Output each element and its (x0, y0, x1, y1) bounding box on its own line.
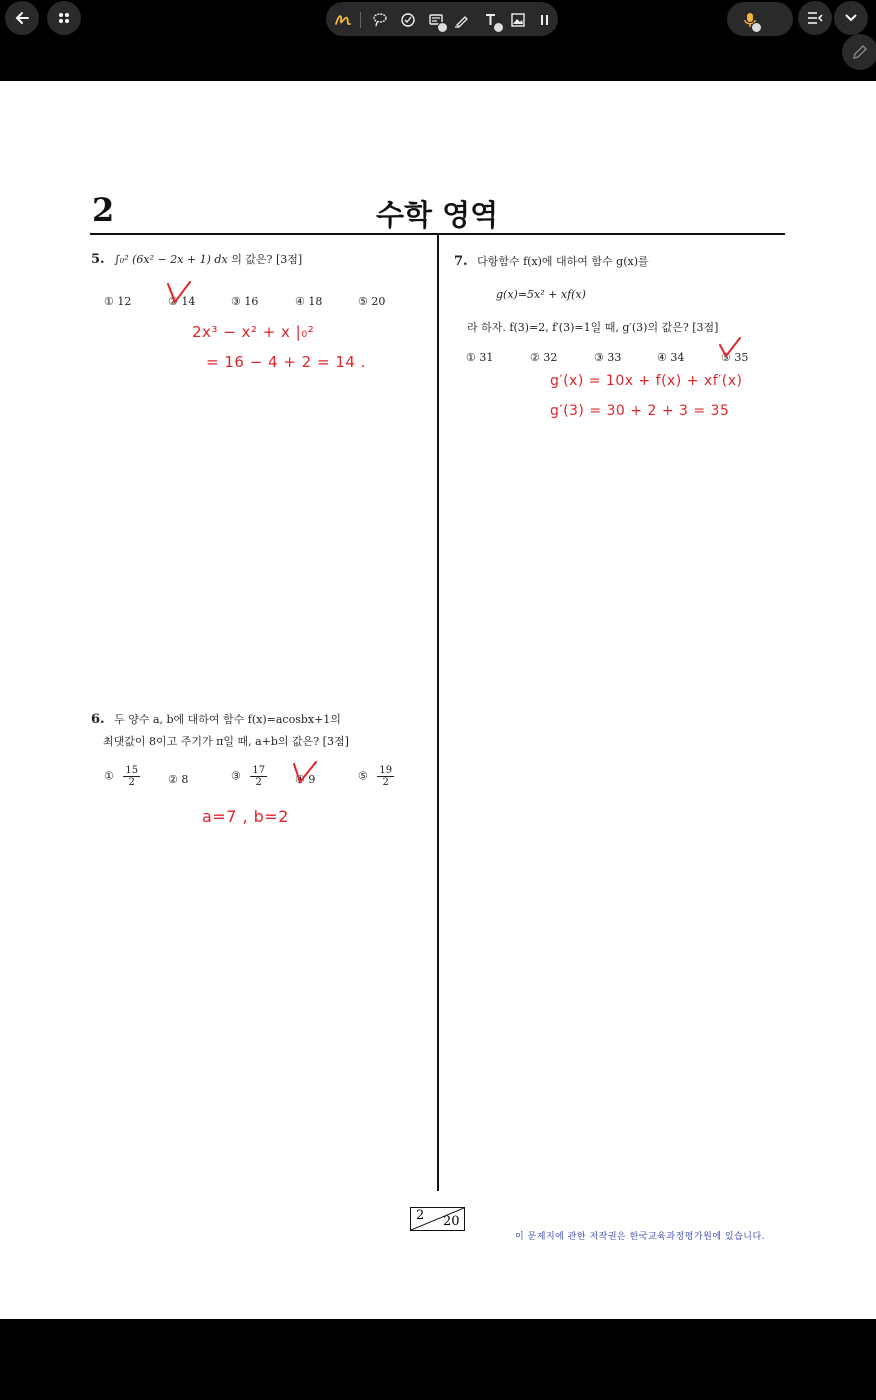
q6-choice-1[interactable] (104, 765, 140, 788)
denominator: 2 (382, 777, 389, 788)
question-text: 두 양수 a, b에 대하여 함수 f(x)=acosbx+1의 (114, 713, 341, 726)
image-tool[interactable] (509, 12, 527, 28)
question-7 (454, 253, 649, 269)
question-text: 다항함수 f(x)에 대하여 함수 g(x)를 (477, 255, 649, 268)
collapse-button[interactable] (834, 1, 868, 35)
edit-button[interactable] (842, 34, 876, 70)
q5-choice-1[interactable]: ① 12 (104, 295, 132, 308)
q7-choice-5[interactable]: ⑤ 35 (721, 351, 749, 364)
choice-mark: ⑤ (358, 769, 368, 783)
question-number: 7. (454, 254, 468, 269)
apps-button[interactable] (47, 1, 81, 35)
denominator: 2 (128, 777, 135, 788)
image-icon (510, 12, 526, 28)
drawing-tools-pill (326, 2, 558, 36)
q5-work-line-2: = 16 − 4 + 2 = 14 . (206, 353, 366, 371)
back-button[interactable] (5, 1, 39, 35)
pen-icon (334, 12, 352, 28)
sticker-icon (400, 12, 416, 28)
denominator: 2 (255, 777, 262, 788)
mic-pill[interactable] (727, 2, 793, 36)
q7-choice-3[interactable]: ③ 33 (594, 351, 622, 364)
q6-choice-4[interactable]: ④ 9 (295, 773, 316, 786)
mic-button[interactable] (741, 12, 759, 28)
question-6 (91, 711, 341, 727)
q7-formula: g(x)=5x² + xf(x) (496, 288, 586, 301)
lasso-icon (372, 12, 388, 28)
q5-choice-5[interactable]: ⑤ 20 (358, 295, 386, 308)
question-text: 의 값은? [3점] (231, 253, 303, 266)
q7-choice-4[interactable]: ④ 34 (657, 351, 685, 364)
checkmark-icon (292, 761, 318, 785)
grid-dots-icon (57, 11, 71, 25)
fraction (123, 765, 140, 788)
page-current: 2 (416, 1208, 425, 1223)
page-indicator (410, 1207, 465, 1231)
fraction (377, 765, 394, 788)
choice-mark: ① (104, 769, 114, 783)
q5-choice-4[interactable]: ④ 18 (295, 295, 323, 308)
q7-choice-1[interactable]: ① 31 (466, 351, 494, 364)
q6-choice-2[interactable]: ② 8 (168, 773, 189, 786)
choice-mark: ③ (231, 769, 241, 783)
q6-text-line-2: 최댓값이 8이고 주기가 π일 때, a+b의 값은? [3점] (103, 735, 349, 748)
top-toolbar (0, 0, 876, 80)
sticker-tool[interactable] (399, 12, 417, 28)
menu-list-icon (807, 11, 823, 25)
highlighter-icon (454, 12, 470, 28)
numerator: 19 (379, 765, 393, 776)
arrow-left-icon (13, 9, 31, 27)
question-number: 5. (91, 252, 105, 267)
integral-expression: ∫₀² (6x² − 2x + 1) dx (114, 253, 228, 266)
fraction (250, 765, 267, 788)
highlighter-tool[interactable] (453, 12, 471, 28)
numerator: 15 (125, 765, 139, 776)
pause-icon (539, 13, 551, 27)
q7-text-line-2: 라 하자. f(3)=2, f′(3)=1일 때, g′(3)의 값은? [3점] (467, 321, 719, 334)
tool-divider (360, 12, 361, 28)
q7-choice-2[interactable]: ② 32 (530, 351, 558, 364)
q7-work-line-2: g′(3) = 30 + 2 + 3 = 35 (550, 403, 730, 419)
copyright-notice: 이 문제지에 관한 저작권은 한국교육과정평가원에 있습니다. (515, 1232, 766, 1242)
q7-work-line-1: g′(x) = 10x + f(x) + xf′(x) (550, 373, 743, 389)
pen-tool[interactable] (334, 12, 352, 28)
pause-button[interactable] (536, 12, 554, 28)
exam-page (0, 81, 876, 1319)
question-5 (91, 251, 302, 267)
pencil-icon (851, 43, 869, 61)
q5-choice-2[interactable]: ② 14 (168, 295, 196, 308)
lasso-tool[interactable] (371, 12, 389, 28)
q6-work-line-1: a=7 , b=2 (202, 807, 289, 826)
menu-button[interactable] (798, 1, 832, 35)
numerator: 17 (252, 765, 266, 776)
checkmark-icon (166, 281, 192, 305)
q6-choice-5[interactable] (358, 765, 394, 788)
q5-choice-3[interactable]: ③ 16 (231, 295, 259, 308)
chevron-down-icon (844, 13, 858, 23)
page-total: 20 (443, 1214, 460, 1229)
checkmark-icon (718, 337, 742, 359)
column-divider (437, 235, 439, 1191)
q6-choice-3[interactable] (231, 765, 267, 788)
card-tool[interactable] (427, 12, 445, 28)
text-tool[interactable] (483, 12, 501, 28)
subject-title: 수학 영역 (376, 198, 499, 232)
question-number: 6. (91, 712, 105, 727)
q5-work-line-1: 2x³ − x² + x |₀² (192, 323, 315, 341)
page-number: 2 (92, 191, 115, 229)
